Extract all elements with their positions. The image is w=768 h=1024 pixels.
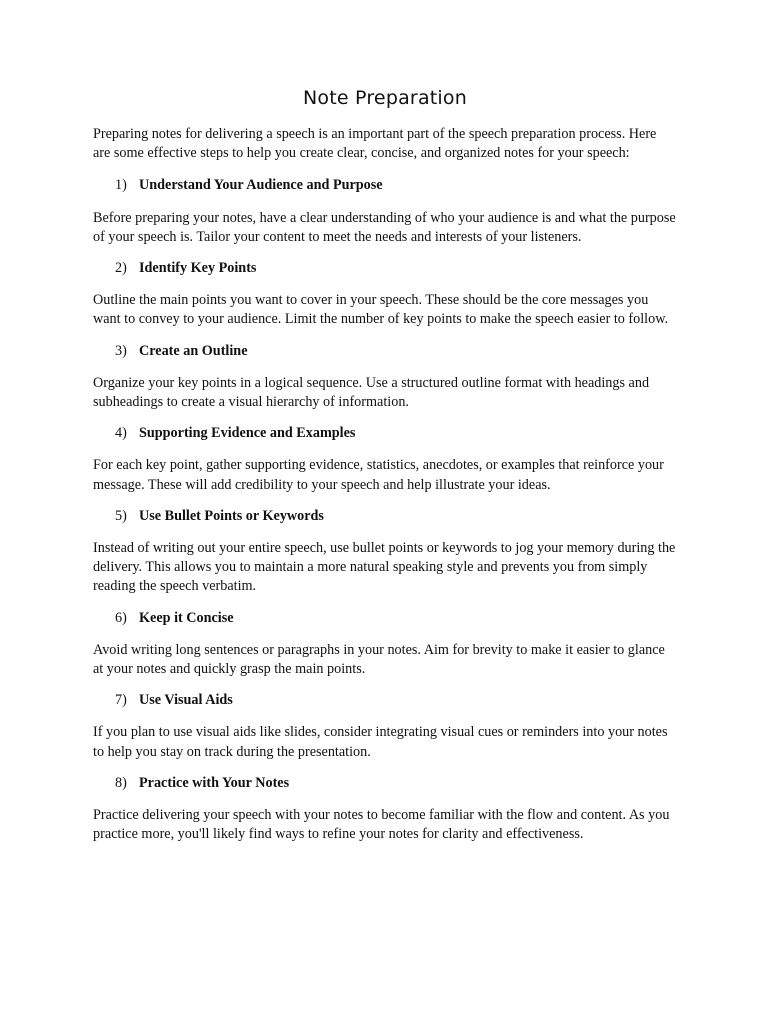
- section-title: Supporting Evidence and Examples: [139, 425, 356, 442]
- section-number: 4): [115, 425, 127, 442]
- section-number: 7): [115, 692, 127, 709]
- section-heading: [93, 691, 677, 710]
- section-body: Avoid writing long sentences or paragraphs in your notes. Aim for brevity to make it easier to glance at your notes and quickly grasp the main points.: [93, 641, 665, 678]
- section-heading: [93, 176, 677, 195]
- section-body: Outline the main points you want to cover in your speech. These should be the core messages you want to convey to your audience. Limit the number of key points to make the speech easier to follow.: [93, 292, 669, 328]
- section-body: Organize your key points in a logical sequence. Use a structured outline format with headings and subheadings to create a visual hierarchy of information.: [93, 374, 650, 411]
- section-heading: [93, 774, 677, 793]
- section-title: Practice with Your Notes: [139, 774, 290, 791]
- section-body: Instead of writing out your entire speech, use bullet points or keywords to jog your memory during the delivery. This allows you to maintain a more natural speaking style and prevents you from simply reading the speech verbatim.: [93, 540, 676, 595]
- section-number: 2): [115, 260, 127, 277]
- intro-paragraph: Preparing notes for delivering a speech is an important part of the speech preparation process. Here are some effective steps to help you create clear, concise, and organized notes for your speech:: [93, 126, 657, 162]
- section-7: [93, 691, 677, 762]
- section-body: Practice delivering your speech with your notes to become familiar with the flow and content. As you practice more, you'll likely find ways to refine your notes for clarity and effectiveness.: [93, 807, 670, 843]
- section-body: If you plan to use visual aids like slides, consider integrating visual cues or reminders into your notes to help you stay on track during the presentation.: [93, 724, 668, 760]
- section-number: 1): [115, 177, 127, 194]
- section-title: Understand Your Audience and Purpose: [139, 177, 383, 194]
- page-title: Note Preparation: [303, 87, 467, 109]
- section-8: [93, 774, 677, 845]
- section-title: Create an Outline: [139, 342, 248, 359]
- section-title: Use Visual Aids: [139, 692, 233, 709]
- section-heading: [93, 424, 677, 443]
- section-number: 8): [115, 774, 127, 791]
- section-heading: [93, 507, 677, 526]
- section-6: [93, 609, 677, 680]
- section-heading: [93, 342, 677, 361]
- section-body: Before preparing your notes, have a clear understanding of who your audience is and what the purpose of your speech is. Tailor your content to meet the needs and interests of your listeners.: [93, 209, 676, 245]
- section-body: For each key point, gather supporting evidence, statistics, anecdotes, or examples that reinforce your message. These will add credibility to your speech and help illustrate your ideas.: [93, 457, 664, 493]
- section-4: [93, 424, 677, 495]
- section-number: 6): [115, 609, 127, 626]
- section-5: [93, 507, 677, 597]
- section-1: [93, 176, 677, 247]
- section-title: Use Bullet Points or Keywords: [139, 507, 324, 524]
- section-title: Identify Key Points: [139, 260, 257, 277]
- section-heading: [93, 259, 677, 278]
- document-page: [93, 86, 677, 856]
- section-number: 5): [115, 507, 127, 524]
- section-heading: [93, 609, 677, 628]
- section-3: [93, 342, 677, 413]
- section-2: [93, 259, 677, 330]
- section-title: Keep it Concise: [139, 609, 234, 626]
- section-number: 3): [115, 342, 127, 359]
